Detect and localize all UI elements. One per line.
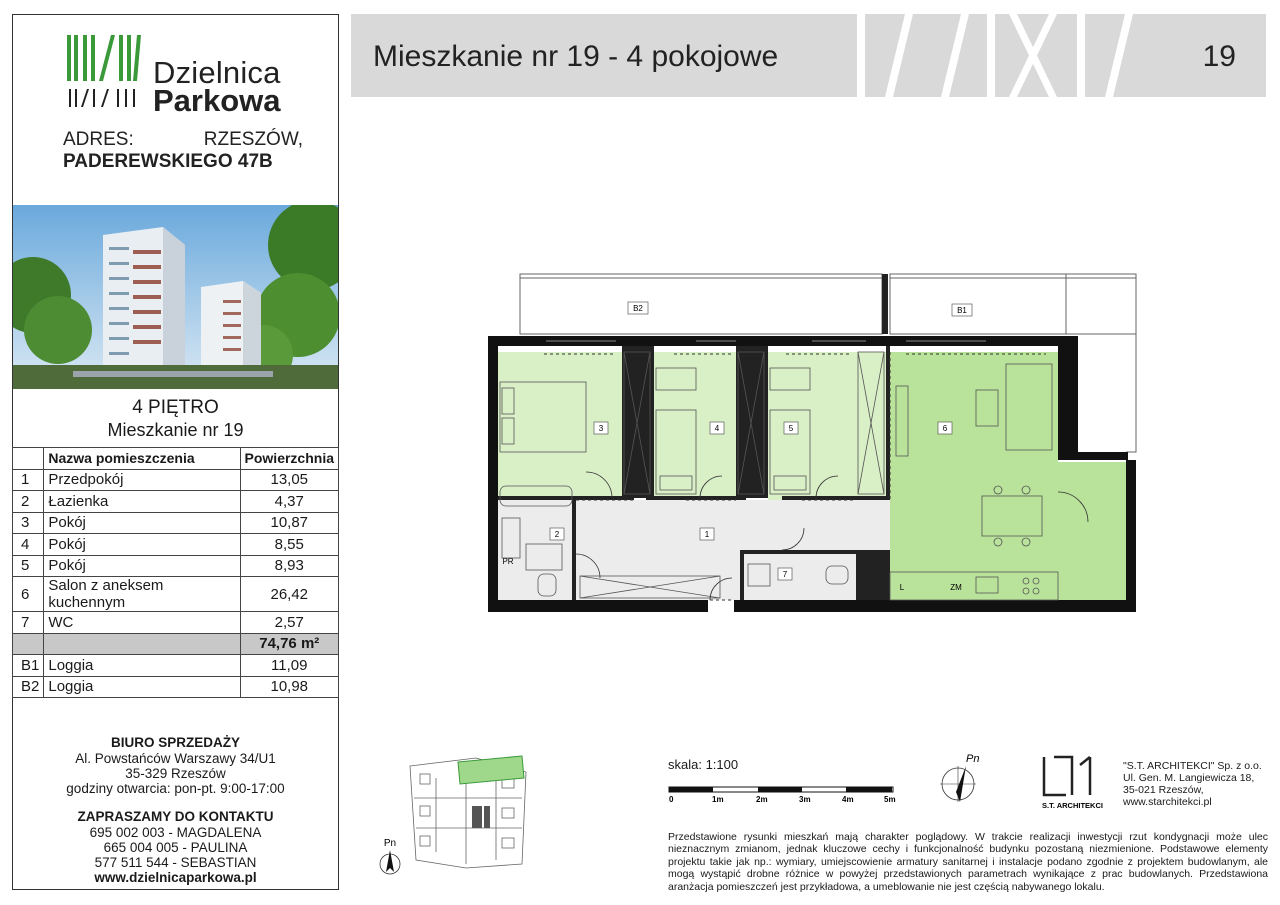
floor-title: 4 PIĘTRO [132,397,219,418]
room-num: 4 [13,534,44,556]
room-num: 3 [13,512,44,534]
rooms-table [12,447,339,698]
loggia-num: B1 [13,655,44,677]
contact-phone[interactable]: 577 511 544 - SEBASTIAN [94,855,257,870]
loggia-name: Loggia [44,676,240,698]
room-area: 8,93 [240,555,338,577]
scale-tick: 4m [842,795,854,804]
room-name: Łazienka [44,491,240,513]
architect-name: "S.T. ARCHITEKCI" Sp. z o.o. [1123,760,1262,772]
address-line-1 [63,129,303,151]
table-row [13,612,339,634]
room-label-4: 4 [714,424,720,433]
room-name: Pokój [44,555,240,577]
table-row [13,534,339,556]
living-room-fill [1058,462,1128,600]
scale-tick: 5m [884,795,896,804]
room-num: 1 [13,469,44,491]
brand-logo-icon [65,27,145,113]
page-title: Mieszkanie nr 19 - 4 pokojowe [373,40,779,73]
room-label-6: 6 [942,424,948,433]
loggia-label-b1: B1 [957,306,967,315]
table-row [13,655,339,677]
room-label-5: 5 [788,424,794,433]
compass-label: Pn [966,753,980,765]
website-link[interactable]: www.dzielnicaparkowa.pl [94,870,257,885]
scale-bar [668,786,908,806]
room-name: Pokój [44,534,240,556]
fixture-label-l: L [899,583,905,592]
building-photo [13,205,338,389]
brand-name-line2: Parkowa [153,83,281,118]
scale-tick: 0 [669,795,674,804]
scale-tick: 1m [712,795,724,804]
apartment-title: Mieszkanie nr 19 [107,420,244,440]
table-header-area: Powierzchnia [240,448,338,470]
room-name: Przedpokój [44,469,240,491]
sales-office-heading: BIURO SPRZEDAŻY [110,735,240,750]
address-city: RZESZÓW, [203,129,303,150]
contact-phone[interactable]: 665 004 005 - PAULINA [103,840,248,855]
apartment-number: 19 [1202,40,1236,73]
architect-logo [1040,755,1120,813]
contact-heading: ZAPRASZAMY DO KONTAKTU [77,809,274,824]
info-panel [12,14,339,890]
header-bar [351,14,1266,97]
total-area: 74,76 m² [240,633,338,655]
room-label-1: 1 [704,530,710,539]
living-room-fill [890,352,1058,600]
loggia-name: Loggia [44,655,240,677]
floor-plan [486,272,1146,617]
address-label: ADRES: [63,129,134,150]
table-row [13,512,339,534]
sales-office-city: 35-329 Rzeszów [125,766,226,781]
room-area: 26,42 [240,577,338,612]
room-area: 10,87 [240,512,338,534]
table-total-row [13,633,339,655]
room-area: 8,55 [240,534,338,556]
sales-office-hours: godziny otwarcia: pon-pt. 9:00-17:00 [66,781,285,796]
brand-logo [65,27,295,118]
loggia-area: 11,09 [240,655,338,677]
architect-city: 35-021 Rzeszów, [1123,784,1204,796]
scale-tick: 2m [756,795,768,804]
loggia-area: 10,98 [240,676,338,698]
room-num: 2 [13,491,44,513]
table-row [13,491,339,513]
fixture-label-zm: ZM [950,583,962,592]
table-header-name: Nazwa pomieszczenia [44,448,240,470]
room-num: 6 [13,577,44,612]
architect-street: Ul. Gen. M. Langiewicza 18, [1123,772,1255,784]
address-street: PADEREWSKIEGO 47B [63,151,273,172]
table-header-num [13,448,44,470]
room-label-3: 3 [598,424,604,433]
table-row [13,577,339,612]
room-num: 7 [13,612,44,634]
scale-tick: 3m [799,795,811,804]
room-num: 5 [13,555,44,577]
sales-office-street: Al. Powstańców Warszawy 34/U1 [75,751,276,766]
architect-website[interactable]: www.starchitekci.pl [1123,796,1212,808]
disclaimer-text: Przedstawione rysunki mieszkań mają charakter poglądowy. W trakcie realizacji inwestycji rzut kondygnacji może ulec nieznacznym zmianom, jednak kluczowe cechy i funkcjonalność budynku pozostaną niezmienione. Podstawowe elementy projektu takie jak np.: wymiary, umiejscowienie armatury sanitarnej i instalacje podano zgodnie z projektem budowlanym, ale mogą wystąpić drobne różnice w powyżej przedstawionych parametrach wynikające z prac budowlanych. Przedstawiona aranżacja pomieszczeń jest przykładowa, a umeblowanie nie jest częścią nabywanego lokalu. [668,831,1268,893]
room-name: Pokój [44,512,240,534]
architect-logo-caption: S.T. ARCHITEKCI [1042,801,1103,810]
compass-label: Pn [383,838,397,849]
table-header-row [13,448,339,470]
room-name: WC [44,612,240,634]
room-area: 2,57 [240,612,338,634]
room-label-2: 2 [554,530,560,539]
table-row [13,676,339,698]
contact-phone[interactable]: 695 002 003 - MAGDALENA [89,825,262,840]
room-name: Salon z aneksem kuchennym [44,577,240,612]
brand-pattern-icon [847,14,1147,97]
room-label-7: 7 [782,570,788,579]
loggia-label-b2: B2 [633,304,643,313]
table-row [13,469,339,491]
table-row [13,555,339,577]
architect-info [1123,760,1262,808]
room-area: 4,37 [240,491,338,513]
key-plan-compass [380,838,400,874]
scale-label: skala: 1:100 [668,757,739,772]
room-area: 13,05 [240,469,338,491]
fixture-label-pr: PR [502,557,514,566]
loggia-num: B2 [13,676,44,698]
brand-name-line1: Dzielnica [153,55,281,90]
building-key-plan [376,748,536,888]
north-compass-icon [936,752,980,806]
